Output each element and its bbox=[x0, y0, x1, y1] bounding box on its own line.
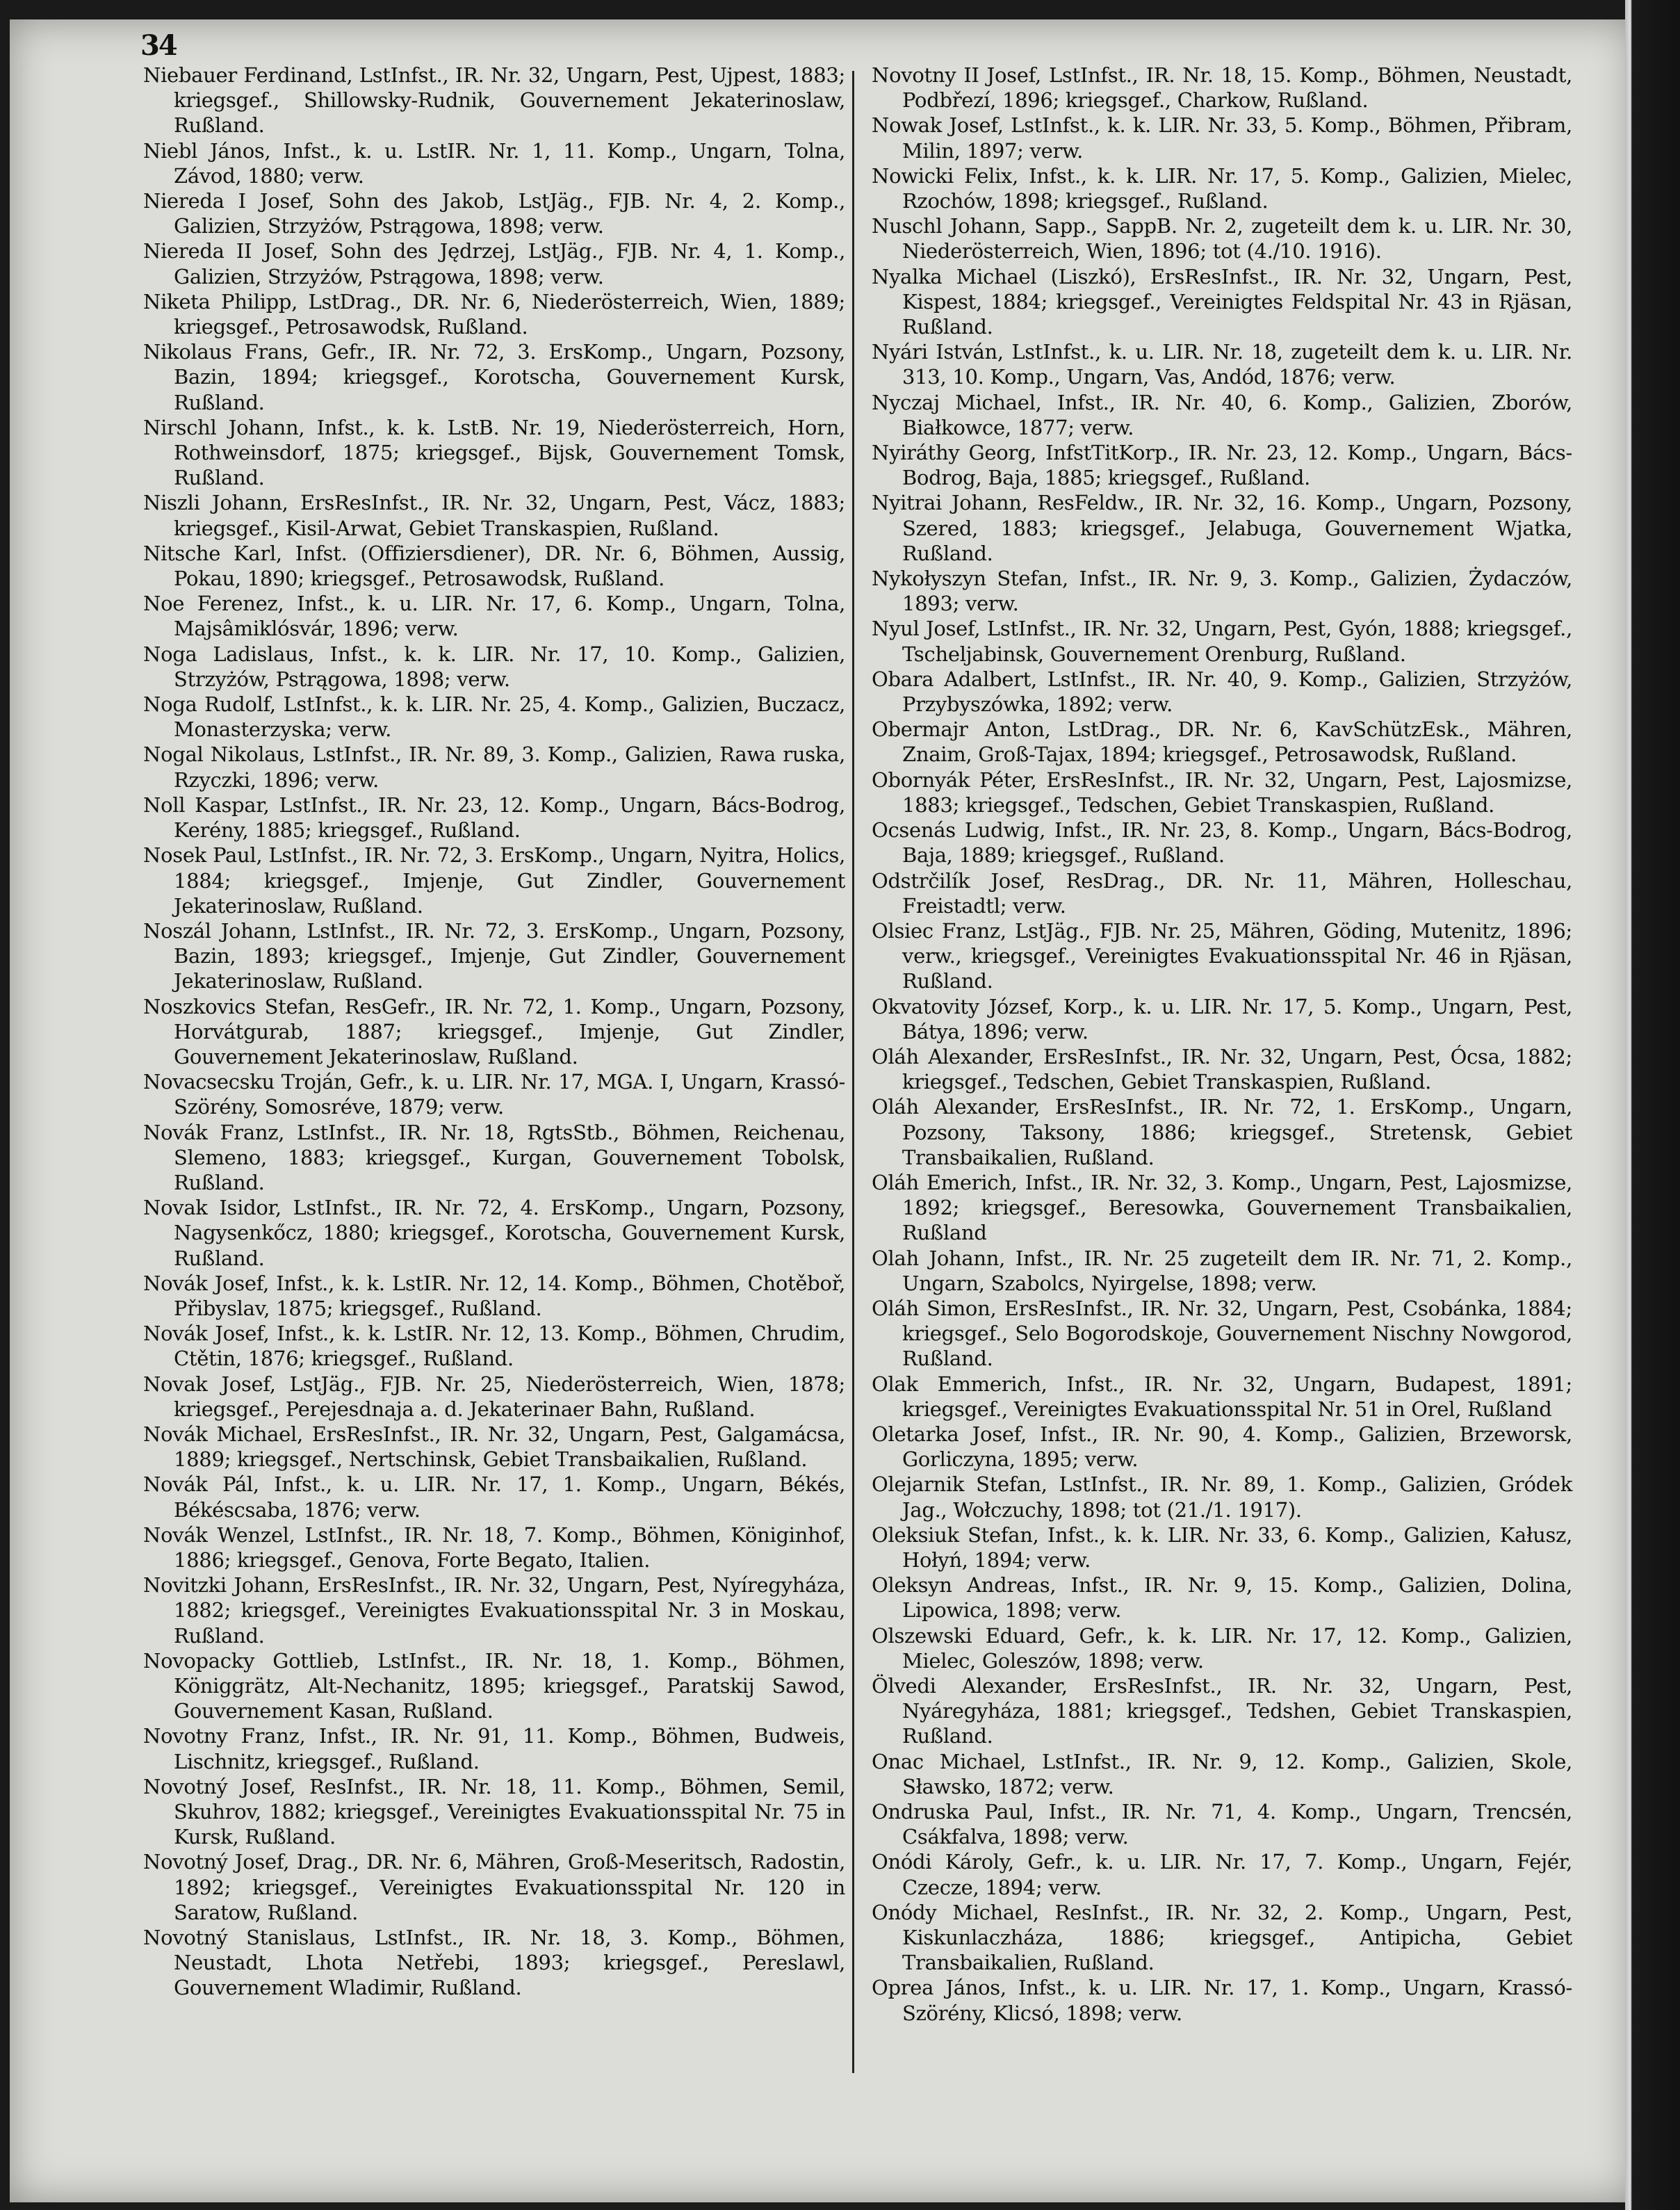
register-entry: Onódi Károly, Gefr., k. u. LIR. Nr. 17, 7. Komp., Ungarn, Fejér, Czecze, 1894; verw. bbox=[872, 1850, 1572, 1899]
register-entry: Ondruska Paul, Infst., IR. Nr. 71, 4. Komp., Ungarn, Trencsén, Csákfalva, 1898; verw. bbox=[872, 1800, 1572, 1849]
register-entry: Noga Ladislaus, Infst., k. k. LIR. Nr. 17, 10. Komp., Galizien, Strzyżów, Pstrągowa, 1898; verw. bbox=[143, 642, 845, 691]
register-entry: Novotný Josef, ResInfst., IR. Nr. 18, 11. Komp., Böhmen, Semil, Skuhrov, 1882; kriegsgef., Vereinigtes Evakuationsspital Nr. 75 in Kursk, Rußland. bbox=[143, 1774, 845, 1849]
document-page bbox=[10, 19, 1635, 2202]
register-entry: Novotny II Josef, LstInfst., IR. Nr. 18, 15. Komp., Böhmen, Neustadt, Podbřezí, 1896; kriegsgef., Charkow, Rußland. bbox=[872, 63, 1572, 113]
register-entry: Novak Josef, LstJäg., FJB. Nr. 25, Niederösterreich, Wien, 1878; kriegsgef., Perejesdnaja a. d. Jekaterinaer Bahn, Rußland. bbox=[143, 1372, 845, 1421]
register-entry: Oláh Alexander, ErsResInfst., IR. Nr. 32, Ungarn, Pest, Ócsa, 1882; kriegsgef., Tedschen, Gebiet Transkaspien, Rußland. bbox=[872, 1044, 1572, 1094]
register-entry: Oláh Emerich, Infst., IR. Nr. 32, 3. Komp., Ungarn, Pest, Lajosmizse, 1892; kriegsgef., Beresowka, Gouvernement Transbaikalien, Rußland bbox=[872, 1170, 1572, 1245]
register-entry: Oláh Simon, ErsResInfst., IR. Nr. 32, Ungarn, Pest, Csobánka, 1884; kriegsgef., Selo Bogorodskoje, Gouvernement Nischny Nowgorod, Rußland. bbox=[872, 1296, 1572, 1371]
register-entry: Olejarnik Stefan, LstInfst., IR. Nr. 89, 1. Komp., Galizien, Gródek Jag., Wołczuchy, 1898; tot (21./1. 1917). bbox=[872, 1472, 1572, 1522]
register-entry: Novotný Stanislaus, LstInfst., IR. Nr. 18, 3. Komp., Böhmen, Neustadt, Lhota Netřebi, 1893; kriegsgef., Pereslawl, Gouvernement Wladimir, Rußland. bbox=[143, 1926, 845, 2000]
register-entry: Niketa Philipp, LstDrag., DR. Nr. 6, Niederösterreich, Wien, 1889; kriegsgef., Petrosawodsk, Rußland. bbox=[143, 289, 845, 339]
register-entry: Nitsche Karl, Infst. (Offiziersdiener), DR. Nr. 6, Böhmen, Aussig, Pokau, 1890; kriegsgef., Petrosawodsk, Rußland. bbox=[143, 541, 845, 591]
scan-edge bbox=[1625, 0, 1680, 2210]
register-entry: Novák Josef, Infst., k. k. LstIR. Nr. 12, 14. Komp., Böhmen, Chotěboř, Přibyslav, 1875; kriegsgef., Rußland. bbox=[143, 1271, 845, 1320]
register-entry: Nosek Paul, LstInfst., IR. Nr. 72, 3. ErsKomp., Ungarn, Nyitra, Holics, 1884; kriegsgef., Imjenje, Gut Zindler, Gouvernement Jekaterinoslaw, Rußland. bbox=[143, 843, 845, 918]
register-entry: Novotný Josef, Drag., DR. Nr. 6, Mähren, Groß-Meseritsch, Radostin, 1892; kriegsgef., Vereinigtes Evakuationsspital Nr. 120 in Saratow, Rußland. bbox=[143, 1850, 845, 1924]
register-entry: Niereda I Josef, Sohn des Jakob, LstJäg., FJB. Nr. 4, 2. Komp., Galizien, Strzyżów, Pstrągowa, 1898; verw. bbox=[143, 189, 845, 238]
register-entry: Ölvedi Alexander, ErsResInfst., IR. Nr. 32, Ungarn, Pest, Nyáregyháza, 1881; kriegsgef., Tedshen, Gebiet Transkaspien, Rußland. bbox=[872, 1674, 1572, 1748]
register-entry: Nyczaj Michael, Infst., IR. Nr. 40, 6. Komp., Galizien, Zborów, Białkowce, 1877; verw. bbox=[872, 390, 1572, 439]
register-entry: Oleksyn Andreas, Infst., IR. Nr. 9, 15. Komp., Galizien, Dolina, Lipowica, 1898; verw. bbox=[872, 1573, 1572, 1623]
register-entry: Nyitrai Johann, ResFeldw., IR. Nr. 32, 16. Komp., Ungarn, Pozsony, Szered, 1883; kriegsgef., Jelabuga, Gouvernement Wjatka, Rußland. bbox=[872, 491, 1572, 565]
register-entry: Olak Emmerich, Infst., IR. Nr. 32, Ungarn, Budapest, 1891; kriegsgef., Vereinigtes Evakuationsspital Nr. 51 in Orel, Rußland bbox=[872, 1372, 1572, 1421]
register-entry: Noszkovics Stefan, ResGefr., IR. Nr. 72, 1. Komp., Ungarn, Pozsony, Horvátgurab, 1887; kriegsgef., Imjenje, Gut Zindler, Gouvernement Jekaterinoslaw, Rußland. bbox=[143, 994, 845, 1069]
register-entry: Nyalka Michael (Liszkó), ErsResInfst., IR. Nr. 32, Ungarn, Pest, Kispest, 1884; kriegsgef., Vereinigtes Feldspital Nr. 43 in Rjäsan, Rußland. bbox=[872, 264, 1572, 339]
register-entry: Nirschl Johann, Infst., k. k. LstB. Nr. 19, Niederösterreich, Horn, Rothweinsdorf, 1875; kriegsgef., Bijsk, Gouvernement Tomsk, Rußland. bbox=[143, 415, 845, 490]
register-entry: Noszál Johann, LstInfst., IR. Nr. 72, 3. ErsKomp., Ungarn, Pozsony, Bazin, 1893; kriegsgef., Imjenje, Gut Zindler, Gouvernement Jekaterinoslaw, Rußland. bbox=[143, 918, 845, 993]
register-entry: Nykołyszyn Stefan, Infst., IR. Nr. 9, 3. Komp., Galizien, Żydaczów, 1893; verw. bbox=[872, 567, 1572, 616]
register-entry: Okvatovity József, Korp., k. u. LIR. Nr. 17, 5. Komp., Ungarn, Pest, Bátya, 1896; verw. bbox=[872, 994, 1572, 1043]
register-entry: Novotny Franz, Infst., IR. Nr. 91, 11. Komp., Böhmen, Budweis, Lischnitz, kriegsgef., Rußland. bbox=[143, 1724, 845, 1773]
register-entry: Novák Wenzel, LstInfst., IR. Nr. 18, 7. Komp., Böhmen, Königinhof, 1886; kriegsgef., Genova, Forte Begato, Italien. bbox=[143, 1522, 845, 1572]
register-entry: Nuschl Johann, Sapp., SappB. Nr. 2, zugeteilt dem k. u. LIR. Nr. 30, Niederösterreich, Wien, 1896; tot (4./10. 1916). bbox=[872, 214, 1572, 263]
register-entry: Nogal Nikolaus, LstInfst., IR. Nr. 89, 3. Komp., Galizien, Rawa ruska, Rzyczki, 1896; verw. bbox=[143, 742, 845, 792]
register-entry: Novák Josef, Infst., k. k. LstIR. Nr. 12, 13. Komp., Böhmen, Chrudim, Ctětin, 1876; kriegsgef., Rußland. bbox=[143, 1322, 845, 1371]
register-entry: Nyiráthy Georg, InfstTitKorp., IR. Nr. 23, 12. Komp., Ungarn, Bács-Bodrog, Baja, 1885; kriegsgef., Rußland. bbox=[872, 441, 1572, 490]
register-entry: Novitzki Johann, ErsResInfst., IR. Nr. 32, Ungarn, Pest, Nyíregyháza, 1882; kriegsgef., Vereinigtes Evakuationsspital Nr. 3 in Moskau, Rußland. bbox=[143, 1573, 845, 1648]
register-entry: Niszli Johann, ErsResInfst., IR. Nr. 32, Ungarn, Pest, Vácz, 1883; kriegsgef., Kisil-Arwat, Gebiet Transkaspien, Rußland. bbox=[143, 491, 845, 540]
register-entry: Oletarka Josef, Infst., IR. Nr. 90, 4. Komp., Galizien, Brzeworsk, Gorliczyna, 1895; verw. bbox=[872, 1422, 1572, 1472]
register-entry: Oláh Alexander, ErsResInfst., IR. Nr. 72, 1. ErsKomp., Ungarn, Pozsony, Taksony, 1886; kriegsgef., Stretensk, Gebiet Transbaikalien, Rußland. bbox=[872, 1095, 1572, 1169]
register-entry: Nyul Josef, LstInfst., IR. Nr. 32, Ungarn, Pest, Gyón, 1888; kriegsgef., Tscheljabinsk, Gouvernement Orenburg, Rußland. bbox=[872, 617, 1572, 666]
register-entry: Nowicki Felix, Infst., k. k. LIR. Nr. 17, 5. Komp., Galizien, Mielec, Rzochów, 1898; kriegsgef., Rußland. bbox=[872, 163, 1572, 213]
register-entry: Onódy Michael, ResInfst., IR. Nr. 32, 2. Komp., Ungarn, Pest, Kiskunlaczháza, 1886; kriegsgef., Antipicha, Gebiet Transbaikalien, Rußland. bbox=[872, 1900, 1572, 1975]
register-entry: Niebauer Ferdinand, LstInfst., IR. Nr. 32, Ungarn, Pest, Ujpest, 1883; kriegsgef., Shillowsky-Rudnik, Gouvernement Jekaterinoslaw, Rußland. bbox=[143, 63, 845, 138]
register-entry: Olsiec Franz, LstJäg., FJB. Nr. 25, Mähren, Göding, Mutenitz, 1896; verw., kriegsgef., Vereinigtes Evakuationsspital Nr. 46 in Rjäsan, Rußland. bbox=[872, 918, 1572, 993]
register-entry: Ocsenás Ludwig, Infst., IR. Nr. 23, 8. Komp., Ungarn, Bács-Bodrog, Baja, 1889; kriegsgef., Rußland. bbox=[872, 818, 1572, 868]
register-entry: Novacsecsku Troján, Gefr., k. u. LIR. Nr. 17, MGA. I, Ungarn, Krassó-Szörény, Somosréve, 1879; verw. bbox=[143, 1070, 845, 1119]
register-entry: Nyári István, LstInfst., k. u. LIR. Nr. 18, zugeteilt dem k. u. LIR. Nr. 313, 10. Komp., Ungarn, Vas, Andód, 1876; verw. bbox=[872, 340, 1572, 389]
register-entry: Obermajr Anton, LstDrag., DR. Nr. 6, KavSchützEsk., Mähren, Znaim, Groß-Tajax, 1894; kriegsgef., Petrosawodsk, Rußland. bbox=[872, 717, 1572, 767]
register-entry: Novák Pál, Infst., k. u. LIR. Nr. 17, 1. Komp., Ungarn, Békés, Békéscsaba, 1876; verw. bbox=[143, 1472, 845, 1522]
register-entry: Novák Michael, ErsResInfst., IR. Nr. 32, Ungarn, Pest, Galgamácsa, 1889; kriegsgef., Nertschinsk, Gebiet Transbaikalien, Rußland. bbox=[143, 1422, 845, 1472]
register-entry: Obornyák Péter, ErsResInfst., IR. Nr. 32, Ungarn, Pest, Lajosmizse, 1883; kriegsgef., Tedschen, Gebiet Transkaspien, Rußland. bbox=[872, 767, 1572, 817]
column-divider bbox=[852, 71, 854, 2073]
register-entry: Oprea János, Infst., k. u. LIR. Nr. 17, 1. Komp., Ungarn, Krassó-Szörény, Klicsó, 1898; verw. bbox=[872, 1976, 1572, 2025]
register-entry: Oleksiuk Stefan, Infst., k. k. LIR. Nr. 33, 6. Komp., Galizien, Kałusz, Hołyń, 1894; verw. bbox=[872, 1522, 1572, 1572]
register-entry: Odstrčilík Josef, ResDrag., DR. Nr. 11, Mähren, Holleschau, Freistadtl; verw. bbox=[872, 868, 1572, 918]
register-entry: Nowak Josef, LstInfst., k. k. LIR. Nr. 33, 5. Komp., Böhmen, Přibram, Milin, 1897; verw. bbox=[872, 113, 1572, 163]
left-column bbox=[143, 63, 845, 2001]
register-entry: Olszewski Eduard, Gefr., k. k. LIR. Nr. 17, 12. Komp., Galizien, Mielec, Goleszów, 1898; verw. bbox=[872, 1623, 1572, 1673]
register-entry: Noga Rudolf, LstInfst., k. k. LIR. Nr. 25, 4. Komp., Galizien, Buczacz, Monasterzyska; verw. bbox=[143, 692, 845, 742]
register-entry: Nikolaus Frans, Gefr., IR. Nr. 72, 3. ErsKomp., Ungarn, Pozsony, Bazin, 1894; kriegsgef., Korotscha, Gouvernement Kursk, Rußland. bbox=[143, 340, 845, 414]
register-entry: Onac Michael, LstInfst., IR. Nr. 9, 12. Komp., Galizien, Skole, Sławsko, 1872; verw. bbox=[872, 1749, 1572, 1798]
register-entry: Novák Franz, LstInfst., IR. Nr. 18, RgtsStb., Böhmen, Reichenau, Slemeno, 1883; kriegsgef., Kurgan, Gouvernement Tobolsk, Rußland. bbox=[143, 1120, 845, 1194]
register-entry: Niebl János, Infst., k. u. LstIR. Nr. 1, 11. Komp., Ungarn, Tolna, Závod, 1880; verw. bbox=[143, 138, 845, 188]
register-entry: Olah Johann, Infst., IR. Nr. 25 zugeteilt dem IR. Nr. 71, 2. Komp., Ungarn, Szabolcs, Nyirgelse, 1898; verw. bbox=[872, 1246, 1572, 1295]
register-entry: Niereda II Josef, Sohn des Jędrzej, LstJäg., FJB. Nr. 4, 1. Komp., Galizien, Strzyżów, Pstrągowa, 1898; verw. bbox=[143, 239, 845, 289]
right-column bbox=[872, 63, 1572, 2026]
page-number: 34 bbox=[140, 29, 177, 62]
register-entry: Novak Isidor, LstInfst., IR. Nr. 72, 4. ErsKomp., Ungarn, Pozsony, Nagysenkőcz, 1880; kriegsgef., Korotscha, Gouvernement Kursk, Rußland. bbox=[143, 1196, 845, 1270]
register-entry: Noll Kaspar, LstInfst., IR. Nr. 23, 12. Komp., Ungarn, Bács-Bodrog, Kerény, 1885; kriegsgef., Rußland. bbox=[143, 793, 845, 843]
register-entry: Obara Adalbert, LstInfst., IR. Nr. 40, 9. Komp., Galizien, Strzyżów, Przybyszówka, 1892; verw. bbox=[872, 667, 1572, 717]
register-entry: Noe Ferenez, Infst., k. u. LIR. Nr. 17, 6. Komp., Ungarn, Tolna, Majsâmiklósvár, 1896; verw. bbox=[143, 592, 845, 641]
register-entry: Novopacky Gottlieb, LstInfst., IR. Nr. 18, 1. Komp., Böhmen, Königgrätz, Alt-Nechanitz, 1895; kriegsgef., Paratskij Sawod, Gouvernement Kasan, Rußland. bbox=[143, 1648, 845, 1723]
